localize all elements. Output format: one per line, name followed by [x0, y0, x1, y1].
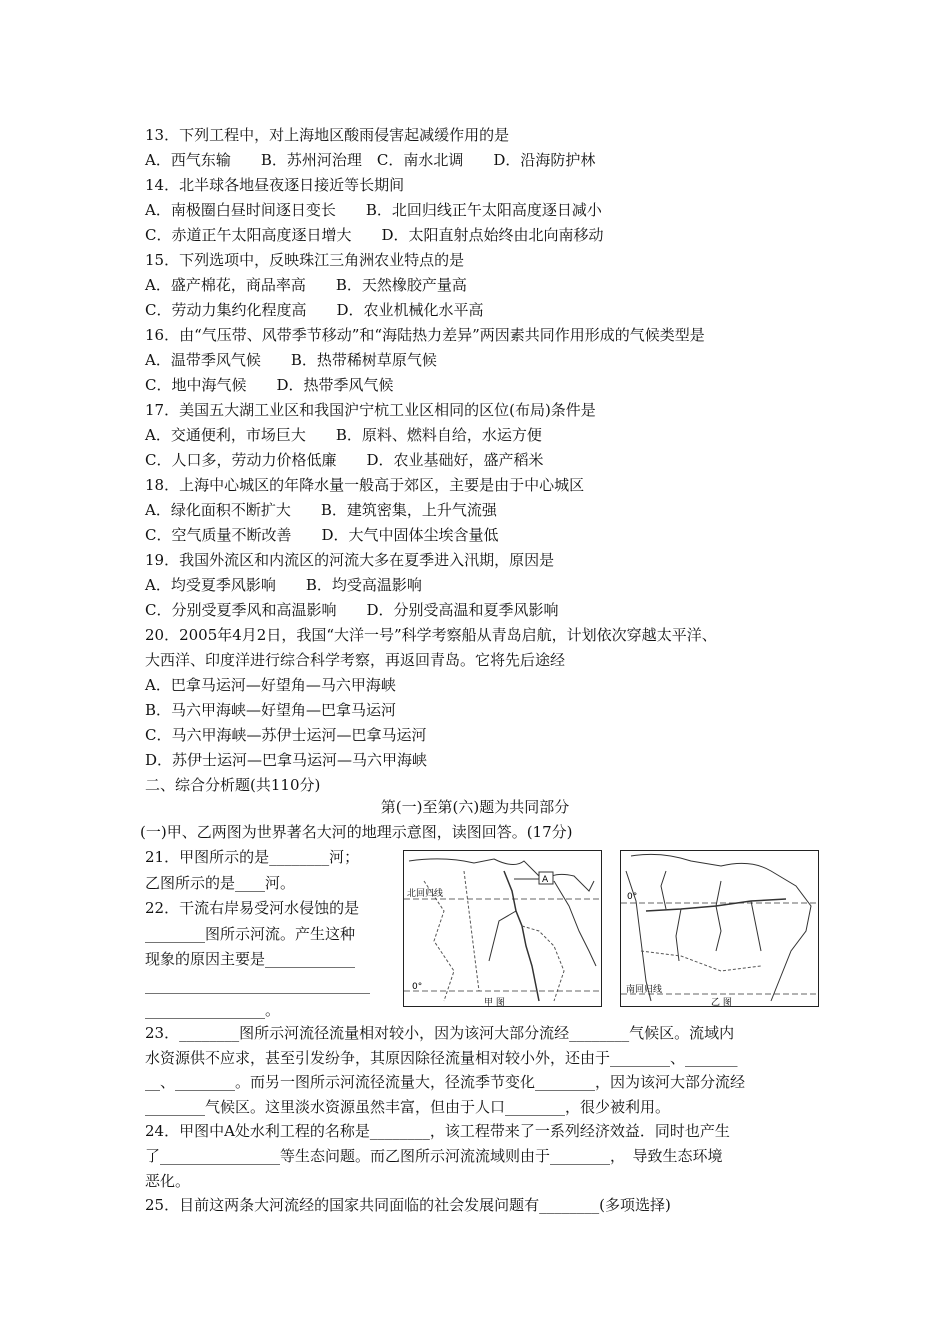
map-jia-tropic-label: 北回归线	[407, 889, 444, 899]
left-line-3: 22．干流右岸易受河水侵蚀的是	[145, 899, 360, 917]
text-line-20: C．分别受夏季风和高温影响 D．分别受高温和夏季风影响	[145, 601, 559, 619]
text-line-5: C．赤道正午太阳高度逐日增大 D．太阳直射点始终由北向南移动	[145, 226, 604, 244]
bottom-line-7: 恶化。	[145, 1171, 191, 1190]
text-line-14: C．人口多，劳动力价格低廉 D．农业基础好，盛产稻米	[145, 451, 544, 469]
text-line-11: C．地中海气候 D．热带季风气候	[145, 376, 394, 394]
map-yi-equator-label: 0°	[627, 892, 638, 902]
text-line-21: 20．2005年4月2日，我国“大洋一号”科学考察船从青岛启航，计划依次穿越太平洋、	[145, 626, 717, 644]
bottom-line-3: __、________。而另一图所示河流径流量大，径流季节变化________，因为该河大部分流经	[145, 1073, 746, 1092]
map-jia	[403, 850, 602, 1007]
text-line-26: D．苏伊士运河—巴拿马运河—马六甲海峡	[145, 751, 428, 769]
text-line-1: 13．下列工程中，对上海地区酸雨侵害起减缓作用的是	[145, 126, 510, 144]
bottom-line-2: 水资源供不应求，甚至引发纷争，其原因除径流量相对较小外，还由于________、_______	[145, 1048, 738, 1067]
text-line-27: 二、综合分析题(共110分)	[145, 776, 321, 794]
map-jia-caption: 甲 图	[484, 998, 505, 1006]
map-jia-equator-label: 0°	[412, 982, 423, 992]
text-line-16: A．绿化面积不断扩大 B．建筑密集，上升气流强	[145, 501, 497, 519]
map-yi-caption: 乙 图	[711, 998, 732, 1006]
section-subtitle: 第(一)至第(六)题为共同部分	[380, 798, 570, 816]
bottom-line-6: 了________________等生态问题。而乙图所示河流流域则由于________， 导致生态环境	[145, 1147, 723, 1165]
text-line-3: 14．北半球各地昼夜逐日接近等长期间	[145, 176, 405, 194]
text-line-25: C．马六甲海峡—苏伊士运河—巴拿马运河	[145, 726, 427, 744]
left-line-1: 21．甲图所示的是________河；	[145, 848, 360, 866]
map-yi	[620, 850, 819, 1007]
text-line-10: A．温带季风气候 B．热带稀树草原气候	[145, 351, 437, 369]
map-jia-point-a: A	[542, 875, 549, 885]
text-line-4: A．南极圈白昼时间逐日变长 B．北回归线正午太阳高度逐日减小	[145, 201, 602, 219]
bottom-line-8: 25．目前这两条大河流经的国家共同面临的社会发展问题有________(多项选择)	[145, 1196, 671, 1215]
left-line-2: 乙图所示的是____河。	[145, 873, 296, 892]
left-line-5: 现象的原因主要是____________	[145, 950, 356, 968]
text-line-13: A．交通便利，市场巨大 B．原料、燃料自给，水运方便	[145, 426, 542, 444]
section-intro: (一)甲、乙两图为世界著名大河的地理示意图，读图回答。(17分)	[140, 823, 573, 841]
text-line-9: 16．由“气压带、风带季节移动”和“海陆热力差异”两因素共同作用形成的气候类型是	[145, 326, 705, 344]
bottom-line-5: 24．甲图中A处水利工程的名称是________，该工程带来了一系列经济效益．同时也产生	[145, 1122, 730, 1141]
text-line-7: A．盛产棉花，商品率高 B．天然橡胶产量高	[145, 276, 467, 294]
map-yi-tropic-label: 南回归线	[626, 985, 663, 995]
text-line-19: A．均受夏季风影响 B．均受高温影响	[145, 576, 422, 594]
text-line-15: 18．上海中心城区的年降水量一般高于郊区，主要是由于中心城区	[145, 476, 585, 494]
bottom-line-1: 23．________图所示河流径流量相对较小，因为该河大部分流经________气候区。流域内	[145, 1024, 735, 1042]
text-line-23: A．巴拿马运河—好望角—马六甲海峡	[145, 676, 396, 694]
bottom-line-4: ________气候区。这里淡水资源虽然丰富，但由于人口________，很少被利用。	[145, 1097, 671, 1116]
text-line-22: 大西洋、印度洋进行综合科学考察，再返回青岛。它将先后途经	[145, 651, 566, 669]
text-line-6: 15．下列选项中，反映珠江三角洲农业特点的是	[145, 251, 465, 269]
text-line-12: 17．美国五大湖工业区和我国沪宁杭工业区相同的区位(布局)条件是	[145, 401, 596, 419]
text-line-8: C．劳动力集约化程度高 D．农业机械化水平高	[145, 301, 484, 319]
left-line-4: ________图所示河流。产生这种	[145, 924, 356, 943]
text-line-17: C．空气质量不断改善 D．大气中固体尘埃含量低	[145, 526, 499, 544]
text-line-2: A．西气东输 B．苏州河治理 C．南水北调 D．沿海防护林	[145, 151, 596, 169]
left-line-7: ________________。	[145, 1001, 281, 1019]
text-line-18: 19．我国外流区和内流区的河流大多在夏季进入汛期，原因是	[145, 551, 555, 569]
left-line-6: ______________________________	[145, 975, 370, 994]
text-line-24: B．马六甲海峡—好望角—巴拿马运河	[145, 701, 397, 719]
